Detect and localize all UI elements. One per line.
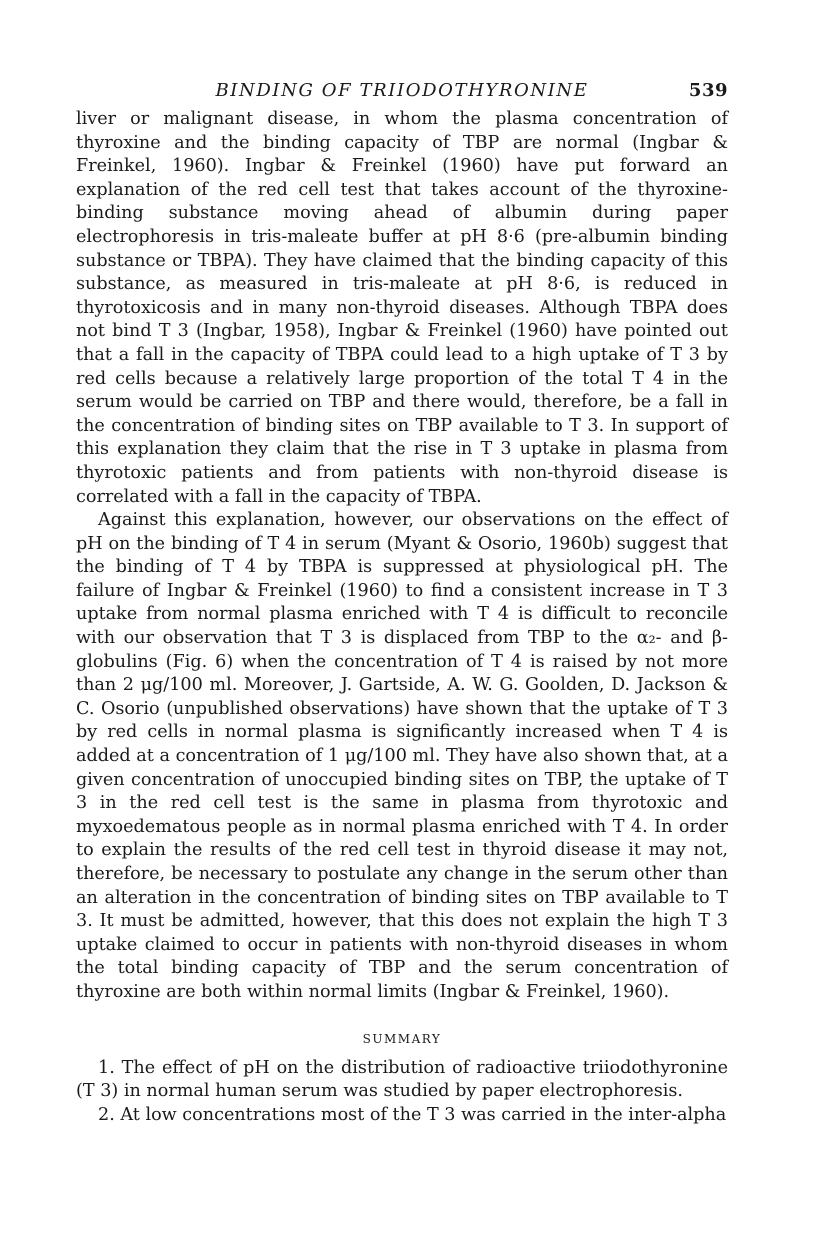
summary-item: 1. The effect of pH on the distribution of radioactive triiodothyronine (T 3) in normal human serum was studied by paper electrophoresis. (76, 1057, 728, 1102)
summary-heading: SUMMARY (362, 1031, 442, 1046)
summary-item: 2. At low concentrations most of the T 3 was carried in the inter-alpha (98, 1104, 727, 1125)
document-page (76, 78, 728, 1127)
running-header (76, 78, 728, 104)
paragraph-against-explanation: Against this explanation, however, our observations on the effect of pH on the binding of T 4 in serum (Myant & Osorio, 1960b) suggest that the binding of T 4 by TBPA is suppressed at physiological pH. The failure of Ingbar & Freinkel (1960) to find a consistent increase in T 3 uptake from normal plasma enriched with T 4 is difficult to reconcile with our observation that T 3 is displaced from TBP to the α₂- and β-globulins (Fig. 6) when the concentration of T 4 is raised by not more than 2 μg/100 ml. Moreover, J. Gartside, A. W. G. Goolden, D. Jackson & C. Osorio (unpublished observations) have shown that the uptake of T 3 by red cells in normal plasma is significantly increased when T 4 is added at a concentration of 1 μg/100 ml. They have also shown that, at a given concentration of unoccupied binding sites on TBP, the uptake of T 3 in the red cell test is the same in plasma from thyrotoxic and myxoedematous people as in normal plasma enriched with T 4. In order to explain the results of the red cell test in thyroid disease it may not, therefore, be necessary to postulate any change in the serum other than an alteration in the concentration of binding sites on TBP available to T 3. It must be admitted, however, that this does not explain the high T 3 uptake claimed to occur in patients with non-thyroid diseases in whom the total binding capacity of TBP and the serum concentration of thyroxine are both within normal limits (Ingbar & Freinkel, 1960). (76, 510, 728, 1002)
paragraph-continued: liver or malignant disease, in whom the plasma concentration of thyroxine and the binding capacity of TBP are normal (Ingbar & Freinkel, 1960). Ingbar & Freinkel (1960) have put forward an explanation of the red cell test that takes account of the thyroxine-binding substance moving ahead of albumin during paper electrophoresis in tris-maleate buffer at pH 8·6 (pre-albumin binding substance or TBPA). They have claimed that the binding capacity of this substance, as measured in tris-maleate at pH 8·6, is reduced in thyrotoxicosis and in many non-thyroid diseases. Although TBPA does not bind T 3 (Ingbar, 1958), Ingbar & Freinkel (1960) have pointed out that a fall in the capacity of TBPA could lead to a high uptake of T 3 by red cells because a relatively large proportion of the total T 4 in the serum would be carried on TBP and there would, therefore, be a fall in the concentration of binding sites on TBP available to T 3. In support of this explanation they claim that the rise in T 3 uptake in plasma from thyrotoxic patients and from patients with non-thyroid disease is correlated with a fall in the capacity of TBPA. (76, 109, 728, 507)
running-title: BINDING OF TRIIODOTHYRONINE (215, 80, 589, 101)
summary-list (76, 1057, 728, 1128)
body-text (76, 108, 728, 1005)
page-number: 539 (688, 80, 728, 101)
